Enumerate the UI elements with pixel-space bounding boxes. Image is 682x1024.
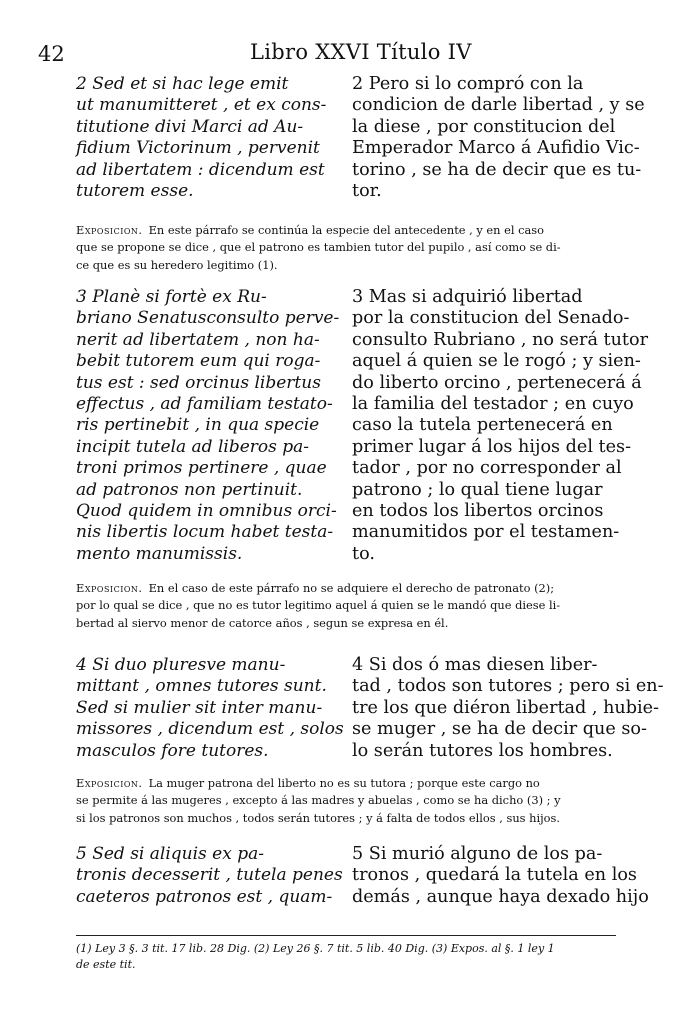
latin-line: bebit tutorem eum qui roga- (76, 351, 321, 372)
latin-column (76, 74, 338, 202)
latin-line: nerit ad libertatem , non ha- (76, 329, 320, 350)
latin-line: 2 Sed et si hac lege emit (76, 74, 289, 94)
exposicion-3 (76, 775, 616, 827)
latin-line: fidium Victorinum , pervenit (76, 138, 320, 159)
latin-line: 3 Planè si fortè ex Ru- (76, 287, 267, 307)
footnote-rule (76, 935, 616, 936)
spanish-line: caso la tutela pertenecerá en (352, 415, 613, 436)
page-number: 42 (38, 42, 65, 66)
spanish-line: lo serán tutores los hombres. (352, 740, 613, 761)
spanish-line: 4 Si dos ó mas diesen liber- (352, 655, 598, 675)
spanish-line: Emperador Marco á Aufidio Vic- (352, 138, 640, 159)
running-title: Libro XXVI Título IV (250, 40, 472, 64)
spanish-line: patrono ; lo qual tiene lugar (352, 479, 603, 500)
exposicion-text: si los patronos son muchos , todos serán tutores ; y á falta de todos ellos , sus hijos. (76, 810, 560, 825)
spanish-line: manumitidos por el testamen- (352, 522, 620, 543)
exposicion-2 (76, 580, 616, 632)
footnotes (76, 941, 624, 973)
spanish-column (352, 74, 645, 202)
latin-line: caeteros patronos est , quam- (76, 886, 333, 907)
exposicion-text: por lo qual se dice , que no es tutor legitimo aquel á quien se le mandó que diese li- (76, 598, 561, 613)
latin-line: ris pertinebit , in qua specie (76, 415, 320, 436)
exposicion-label: Exposicion. (76, 223, 143, 237)
exposicion-text: se permite á las mugeres , excepto á las madres y abuelas , como se ha dicho (3) ; y (76, 793, 561, 808)
exposicion-text: En el caso de este párrafo no se adquiere el derecho de patronato (2); (148, 581, 555, 595)
spanish-line: tor. (352, 181, 382, 202)
exposicion-text: que se propone se dice , que el patrono es tambien tutor del pupilo , así como se di- (76, 240, 561, 255)
latin-line: ad libertatem : dicendum est (76, 159, 325, 180)
latin-line: tutorem esse. (76, 181, 194, 202)
spanish-line: 2 Pero si lo compró con la (352, 74, 584, 94)
latin-line: Quod quidem in omnibus orci- (76, 501, 337, 522)
spanish-line: en todos los libertos orcinos (352, 501, 604, 522)
latin-column (76, 844, 343, 908)
spanish-line: primer lugar á los hijos del tes- (352, 436, 632, 457)
spanish-line: demás , aunque haya dexado hijo (352, 886, 649, 907)
latin-line: effectus , ad familiam testato- (76, 394, 333, 415)
latin-line: tus est : sed orcinus libertus (76, 372, 321, 393)
exposicion-label: Exposicion. (76, 776, 143, 790)
latin-line: troni primos pertinere , quae (76, 458, 327, 479)
spanish-line: la familia del testador ; en cuyo (352, 394, 634, 415)
exposicion-1 (76, 222, 616, 274)
latin-column (76, 655, 344, 762)
footnote-line: de este tit. (76, 958, 136, 971)
spanish-line: tre los que diéron libertad , hubie- (352, 697, 659, 718)
latin-line: nis libertis locum habet testa- (76, 522, 334, 543)
latin-line: 4 Si duo pluresve manu- (76, 655, 286, 675)
spanish-line: to. (352, 543, 375, 564)
spanish-column (352, 655, 664, 762)
latin-line: titutione divi Marci ad Au- (76, 116, 304, 137)
latin-line: ut manumitteret , et ex cons- (76, 95, 327, 116)
spanish-line: la diese , por constitucion del (352, 116, 616, 137)
exposicion-text: ce que es su heredero legitimo (1). (76, 257, 278, 272)
exposicion-text: La muger patrona del liberto no es su tutora ; porque este cargo no (148, 776, 540, 790)
spanish-line: consulto Rubriano , no será tutor (352, 329, 649, 350)
exposicion-text: bertad al siervo menor de catorce años , segun se expresa en él. (76, 615, 449, 630)
latin-line: Sed si mulier sit inter manu- (76, 697, 323, 718)
spanish-line: tronos , quedará la tutela en los (352, 865, 637, 886)
spanish-line: aquel á quien se le rogó ; y sien- (352, 351, 641, 372)
latin-line: masculos fore tutores. (76, 740, 269, 761)
spanish-line: se muger , se ha de decir que so- (352, 719, 647, 740)
spanish-line: tad , todos son tutores ; pero si en- (352, 676, 664, 697)
spanish-line: tador , por no corresponder al (352, 458, 622, 479)
latin-column (76, 287, 338, 565)
spanish-line: torino , se ha de decir que es tu- (352, 159, 642, 180)
spanish-line: do liberto orcino , pertenecerá á (352, 372, 642, 393)
latin-line: 5 Sed si aliquis ex pa- (76, 844, 264, 864)
latin-line: incipit tutela ad liberos pa- (76, 436, 310, 457)
spanish-column (352, 844, 649, 908)
latin-line: ad patronos non pertinuit. (76, 479, 303, 500)
latin-line: mittant , omnes tutores sunt. (76, 676, 327, 697)
latin-line: mento manumissis. (76, 543, 243, 564)
latin-line: tronis decesserit , tutela penes (76, 865, 343, 886)
exposicion-text: En este párrafo se continúa la especie del antecedente , y en el caso (148, 223, 545, 237)
exposicion-label: Exposicion. (76, 581, 143, 595)
latin-line: briano Senatusconsulto perve- (76, 308, 340, 329)
spanish-line: 3 Mas si adquirió libertad (352, 287, 583, 307)
latin-line: missores , dicendum est , solos (76, 719, 344, 740)
footnote-line: (1) Ley 3 §. 3 tit. 17 lib. 28 Dig. (2) Ley 26 §. 7 tit. 5 lib. 40 Dig. (3) Expos. al §. 1 ley 1 (76, 942, 555, 955)
page-header (0, 38, 682, 68)
spanish-column (352, 287, 649, 565)
spanish-line: condicion de darle libertad , y se (352, 95, 645, 116)
spanish-line: 5 Si murió alguno de los pa- (352, 844, 603, 864)
spanish-line: por la constitucion del Senado- (352, 308, 630, 329)
